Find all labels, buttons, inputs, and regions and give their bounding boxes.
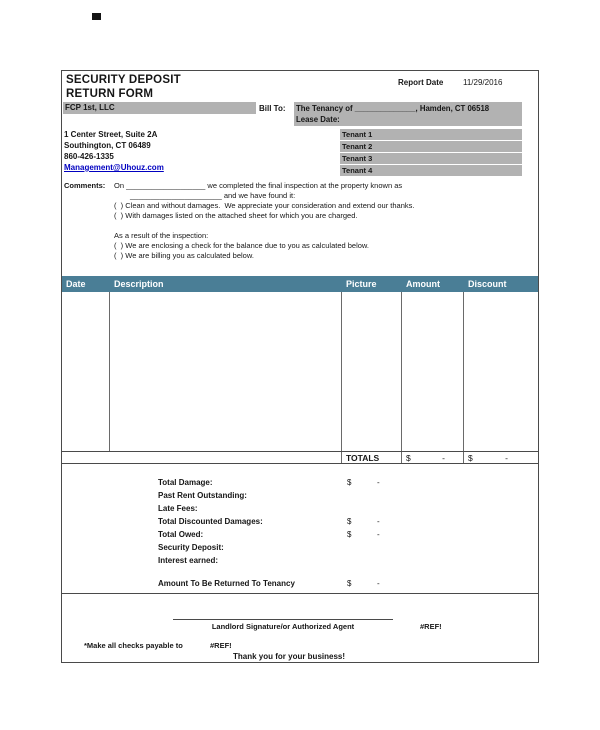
option-billing: ( ) We are billing you as calculated below. bbox=[114, 251, 254, 260]
summary-currency: $ bbox=[347, 517, 352, 526]
col-header-date: Date bbox=[66, 279, 86, 289]
summary-label: Total Damage: bbox=[158, 478, 213, 487]
option-damages: ( ) With damages listed on the attached sheet for which you are charged. bbox=[114, 211, 358, 220]
summary-row-interest-earned bbox=[62, 554, 538, 567]
totals-discount-currency: $ bbox=[468, 453, 473, 463]
option-clean: ( ) Clean and without damages. We appreciate your consideration and extend our thanks. bbox=[114, 201, 415, 210]
signature-line: Landlord Signature/or Authorized Agent bbox=[173, 619, 393, 631]
form-title-line2: RETURN FORM bbox=[66, 88, 154, 100]
summary-label: Late Fees: bbox=[158, 504, 198, 513]
col-header-picture: Picture bbox=[346, 279, 377, 289]
totals-amount-value: - bbox=[442, 453, 445, 463]
comments-spacer bbox=[62, 221, 532, 231]
summary-value: - bbox=[377, 517, 380, 526]
comments-section bbox=[62, 181, 532, 261]
summary-row-discounted-damages bbox=[62, 515, 538, 528]
summary-row-security-deposit bbox=[62, 541, 538, 554]
totals-label: TOTALS bbox=[342, 452, 402, 463]
table-body-cell-picture bbox=[342, 292, 402, 451]
summary-row-amount-returned bbox=[62, 577, 538, 590]
tenant-row-4: Tenant 4 bbox=[340, 165, 522, 176]
company-name: FCP 1st, LLC bbox=[63, 102, 256, 114]
comments-label: Comments: bbox=[64, 181, 106, 190]
col-header-discount: Discount bbox=[468, 279, 507, 289]
summary-row-late-fees bbox=[62, 502, 538, 515]
bill-to-label: Bill To: bbox=[259, 104, 286, 113]
security-deposit-return-form bbox=[61, 70, 539, 663]
summary-value: - bbox=[377, 530, 380, 539]
tenant-row-2: Tenant 2 bbox=[340, 141, 522, 152]
totals-empty-cell bbox=[62, 452, 342, 463]
tenant-row-1: Tenant 1 bbox=[340, 129, 522, 140]
comments-line2: ______________________ and we have found it: bbox=[130, 191, 296, 200]
signature-ref-error: #REF! bbox=[420, 622, 442, 631]
summary-value: - bbox=[377, 478, 380, 487]
table-header-row bbox=[62, 276, 538, 292]
company-address-block bbox=[64, 129, 164, 173]
totals-discount-cell bbox=[464, 452, 538, 463]
summary-currency: $ bbox=[347, 530, 352, 539]
table-body-cell-description bbox=[110, 292, 342, 451]
summary-label: Total Discounted Damages: bbox=[158, 517, 263, 526]
totals-discount-value: - bbox=[505, 453, 508, 463]
address-line2: Southington, CT 06489 bbox=[64, 141, 151, 150]
result-intro: As a result of the inspection: bbox=[114, 231, 209, 240]
phone-number: 860-426-1335 bbox=[64, 152, 114, 161]
totals-amount-cell bbox=[402, 452, 464, 463]
summary-row-past-rent bbox=[62, 489, 538, 502]
address-line1: 1 Center Street, Suite 2A bbox=[64, 130, 158, 139]
col-header-amount: Amount bbox=[406, 279, 440, 289]
form-title bbox=[66, 73, 181, 101]
report-date-value: 11/29/2016 bbox=[463, 78, 503, 87]
scan-artifact bbox=[92, 13, 101, 20]
table-body bbox=[62, 292, 538, 451]
report-date-label: Report Date bbox=[398, 78, 444, 87]
thank-you-message: Thank you for your business! bbox=[233, 652, 346, 661]
tenancy-line: The Tenancy of ______________, Hamden, CT 06518 bbox=[296, 104, 490, 113]
checks-ref-error: #REF! bbox=[210, 641, 232, 650]
table-body-cell-date bbox=[62, 292, 110, 451]
totals-row bbox=[62, 451, 538, 464]
email-link[interactable]: Management@Uhouz.com bbox=[64, 163, 164, 172]
comments-line1: On ___________________ we completed the final inspection at the property known as bbox=[114, 181, 403, 190]
summary-section bbox=[62, 464, 538, 594]
table-body-cell-amount bbox=[402, 292, 464, 451]
totals-amount-currency: $ bbox=[406, 453, 411, 463]
returned-currency: $ bbox=[347, 579, 352, 588]
returned-value: - bbox=[377, 579, 380, 588]
summary-currency: $ bbox=[347, 478, 352, 487]
tenant-row-3: Tenant 3 bbox=[340, 153, 522, 164]
option-check: ( ) We are enclosing a check for the balance due to you as calculated below. bbox=[114, 241, 370, 250]
summary-label: Total Owed: bbox=[158, 530, 204, 539]
form-title-line1: SECURITY DEPOSIT bbox=[66, 74, 181, 86]
col-header-description: Description bbox=[114, 279, 164, 289]
lease-date-label: Lease Date: bbox=[296, 115, 340, 124]
summary-label: Security Deposit: bbox=[158, 543, 224, 552]
bill-to-block bbox=[294, 102, 522, 126]
summary-label: Past Rent Outstanding: bbox=[158, 491, 247, 500]
checks-payable-label: *Make all checks payable to bbox=[84, 641, 183, 650]
table-body-cell-discount bbox=[464, 292, 538, 451]
summary-row-total-owed bbox=[62, 528, 538, 541]
returned-label: Amount To Be Returned To Tenancy bbox=[158, 579, 295, 588]
summary-row-total-damage bbox=[62, 476, 538, 489]
charges-table bbox=[62, 276, 538, 464]
summary-label: Interest earned: bbox=[158, 556, 219, 565]
